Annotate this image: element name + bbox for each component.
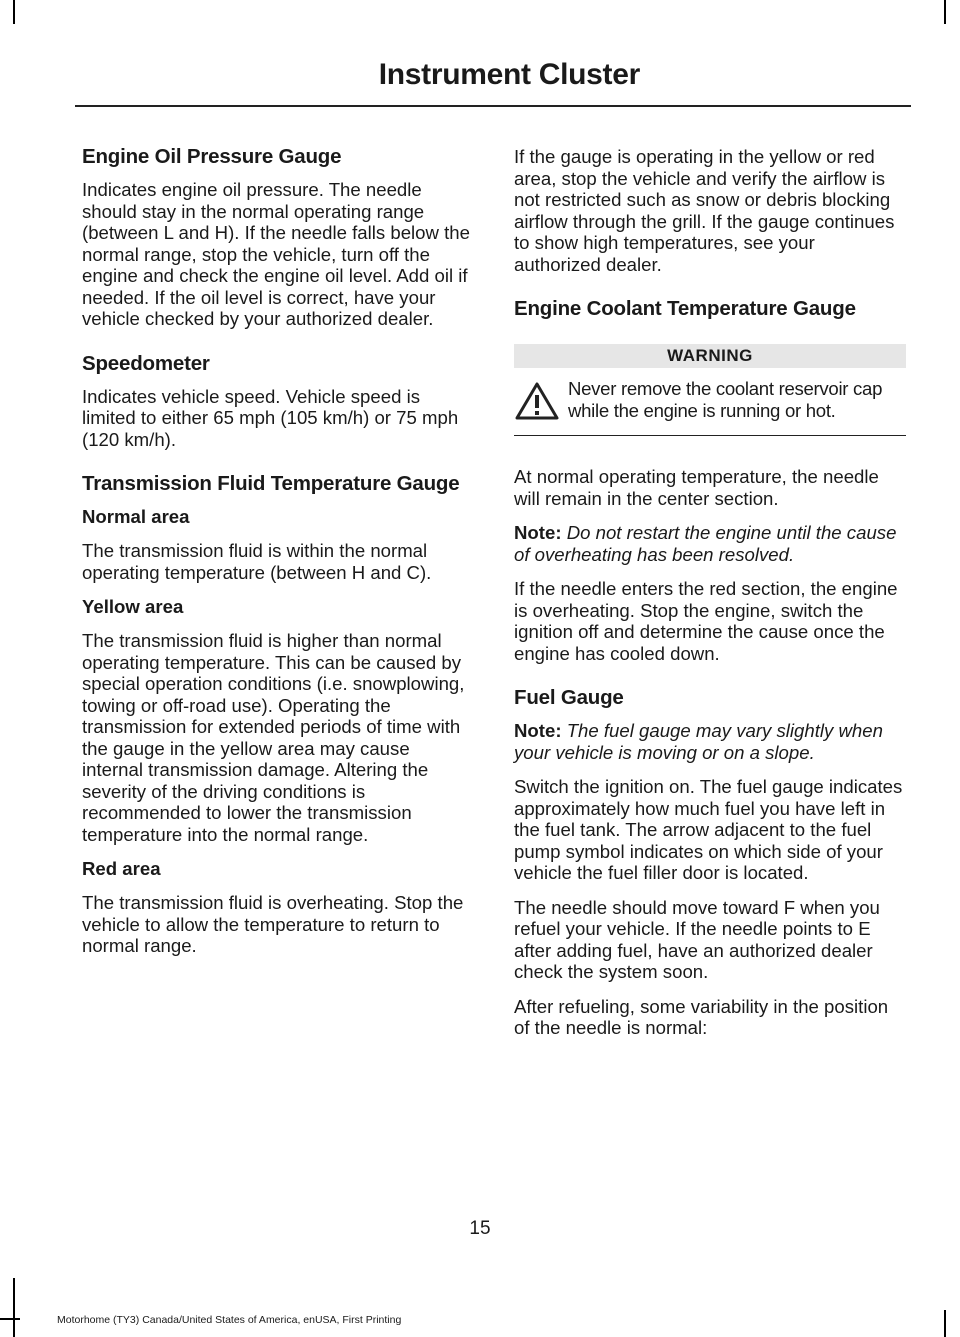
coolant-body-2: If the needle enters the red section, the engine is overheating. Stop the engine, switch the ignition off and determine the cause once the engine has cooled down. — [514, 578, 898, 664]
fuel-note — [514, 720, 906, 763]
crop-mark-bottom-right — [944, 1310, 946, 1337]
page-title: Instrument Cluster — [378, 58, 640, 91]
speedometer-body: Indicates vehicle speed. Vehicle speed is limited to either 65 mph (105 km/h) or 75 mph (120 km/h). — [82, 385, 459, 450]
right-column — [514, 146, 906, 1052]
warning-label: WARNING — [514, 344, 906, 368]
heading-coolant: Engine Coolant Temperature Gauge — [514, 297, 856, 320]
normal-area-body: The transmission fluid is within the normal operating temperature (between H and C). — [82, 540, 432, 583]
subheading-red-area: Red area — [82, 858, 161, 879]
fuel-body-1: Switch the ignition on. The fuel gauge indicates approximately how much fuel you have left in the fuel tank. The arrow adjacent to the fuel pump symbol indicates on which side of your vehicle the fuel filler door is located. — [514, 776, 903, 883]
heading-transmission: Transmission Fluid Temperature Gauge — [82, 472, 460, 495]
fuel-body-3: After refueling, some variability in the position of the needle is normal: — [514, 995, 889, 1038]
crop-mark-bottom-left — [13, 1278, 15, 1337]
red-area-body: The transmission fluid is overheating. Stop the vehicle to allow the temperature to return to normal range. — [82, 892, 464, 956]
note-label: Note: — [514, 720, 562, 741]
crop-mark-bottom-left-h — [0, 1318, 20, 1320]
footer-text: Motorhome (TY3) Canada/United States of America, enUSA, First Printing — [57, 1314, 402, 1326]
heading-oil-pressure: Engine Oil Pressure Gauge — [82, 145, 342, 168]
page-number: 15 — [469, 1218, 491, 1239]
note-text: Do not restart the engine until the cause of overheating has been resolved. — [514, 522, 897, 565]
yellow-area-body: The transmission fluid is higher than normal operating temperature. This can be caused by special operation conditions (i.e. snowplowing, towing or off-road use). Operating the transmission for extended periods of time with the gauge in the yellow area may cause internal transmission damage. Altering the severity of the driving conditions is recommended to lower the transmission temperature into the normal range. — [82, 630, 465, 845]
heading-fuel: Fuel Gauge — [514, 686, 624, 709]
warning-triangle-icon — [514, 381, 560, 421]
coolant-note — [514, 522, 906, 565]
heading-speedometer: Speedometer — [82, 351, 210, 375]
crop-mark-top-left — [13, 0, 15, 24]
subheading-yellow-area: Yellow area — [82, 596, 184, 617]
coolant-body-1: At normal operating temperature, the needle will remain in the center section. — [514, 466, 879, 509]
note-text: The fuel gauge may vary slightly when your vehicle is moving or on a slope. — [514, 720, 883, 763]
oil-pressure-body: Indicates engine oil pressure. The needle should stay in the normal operating range (between L and H). If the needle falls below the normal range, stop the vehicle, turn off the engine and check the engine oil level. Add oil if needed. If the oil level is correct, have your vehicle checked by your authorized dealer. — [82, 179, 470, 329]
header-divider — [75, 105, 911, 107]
transmission-continued-body: If the gauge is operating in the yellow or red area, stop the vehicle and verify the airflow is not restricted such as snow or debris blocking airflow through the grill. If the gauge continues to show high temperatures, see your authorized dealer. — [514, 146, 895, 275]
warning-box — [514, 368, 906, 436]
note-label: Note: — [514, 522, 562, 543]
crop-mark-top-right — [944, 0, 946, 24]
warning-text: Never remove the coolant reservoir cap while the engine is running or hot. — [568, 378, 883, 421]
subheading-normal-area: Normal area — [82, 506, 190, 527]
left-column — [82, 146, 474, 970]
fuel-body-2: The needle should move toward F when you refuel your vehicle. If the needle points to E after adding fuel, have an authorized dealer check the system soon. — [514, 896, 880, 982]
